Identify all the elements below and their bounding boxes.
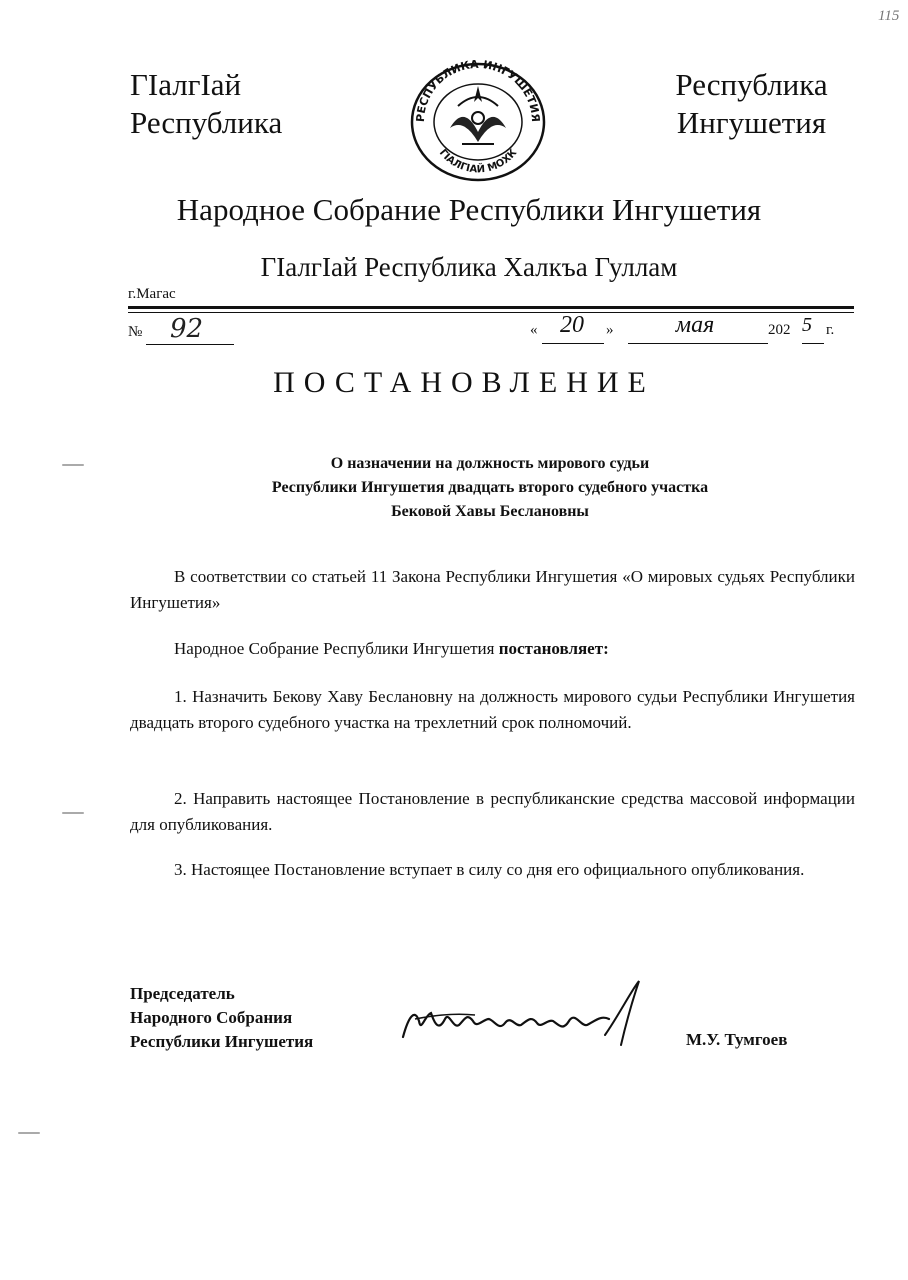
city-label: г.Магас [128, 286, 176, 302]
svg-text:ГІАЛГІАЙ МОХК: ГІАЛГІАЙ МОХК [436, 147, 520, 176]
subject-line3: Бековой Хавы Беслановны [391, 503, 589, 520]
subject-line1: О назначении на должность мирового судьи [330, 455, 650, 472]
item-2-paragraph: 2. Направить настоящее Постановление в республиканские средства массовой информации для опубликования. [130, 789, 855, 834]
resolves-paragraph [130, 636, 855, 662]
resolves-prefix: Народное Собрание Республики Ингушетия [174, 639, 499, 658]
number-underline [146, 344, 234, 345]
date-day: 20 [560, 312, 584, 338]
emblem-seal-icon [408, 58, 548, 182]
svg-text:РЕСПУБЛИКА ИНГУШЕТИЯ: РЕСПУБЛИКА ИНГУШЕТИЯ [413, 58, 543, 123]
republic-emblem [408, 58, 548, 187]
header-left-line1: ГІалгІай [130, 67, 242, 102]
date-year-underline [802, 343, 824, 344]
document-subject [130, 452, 850, 524]
date-close-quote: » [606, 322, 614, 338]
number-label: № [128, 324, 143, 340]
header-left-line2: Республика [130, 105, 283, 140]
item-3-paragraph: 3. Настоящее Постановление вступает в силу со дня его официального опубликования. [174, 860, 805, 879]
signatory-name: М.У. Тумгоев [686, 1030, 788, 1049]
assembly-title-ru: Народное Собрание Республики Ингушетия [176, 192, 762, 227]
signatory-line3: Республики Ингушетия [130, 1032, 314, 1051]
header-rule-thick [128, 306, 854, 309]
signatory-title [130, 982, 313, 1054]
header-left [130, 66, 282, 142]
assembly-title-ing: ГІалгІай Республика Халкъа Гуллам [260, 252, 678, 282]
header-right [664, 66, 839, 142]
header-right-line1: Республика [675, 67, 828, 102]
scan-mark [18, 1132, 40, 1134]
signatory-line1: Председатель [130, 984, 235, 1003]
date-day-underline [542, 343, 604, 344]
date-suffix: г. [826, 322, 835, 338]
date-month: мая [675, 312, 715, 338]
signature-icon [395, 975, 655, 1055]
resolves-bold: постановляет: [498, 639, 609, 658]
document-date [530, 312, 840, 352]
scan-mark [62, 812, 84, 814]
date-year-prefix: 202 [768, 322, 791, 338]
handwritten-signature [395, 975, 655, 1060]
date-month-underline [628, 343, 768, 344]
page-number-note: 115 [878, 8, 900, 24]
document-number: 92 [170, 314, 204, 344]
header-right-line2: Ингушетия [676, 105, 827, 140]
preamble-paragraph: В соответствии со статьей 11 Закона Республики Ингушетия «О мировых судьях Республики Ингушетия» [130, 567, 855, 612]
signatory-line2: Народного Собрания [130, 1008, 293, 1027]
subject-line2: Республики Ингушетия двадцать второго судебного участка [271, 479, 709, 496]
date-year-digit: 5 [802, 314, 812, 336]
scan-mark [62, 464, 84, 466]
date-open-quote: « [530, 322, 538, 338]
item-1-paragraph: 1. Назначить Бекову Хаву Беслановну на должность мирового судьи Республики Ингушетия двадцать второго судебного участка на трехлетний срок полномочий. [130, 687, 855, 732]
document-type-heading: ПОСТАНОВЛЕНИЕ [273, 366, 655, 399]
